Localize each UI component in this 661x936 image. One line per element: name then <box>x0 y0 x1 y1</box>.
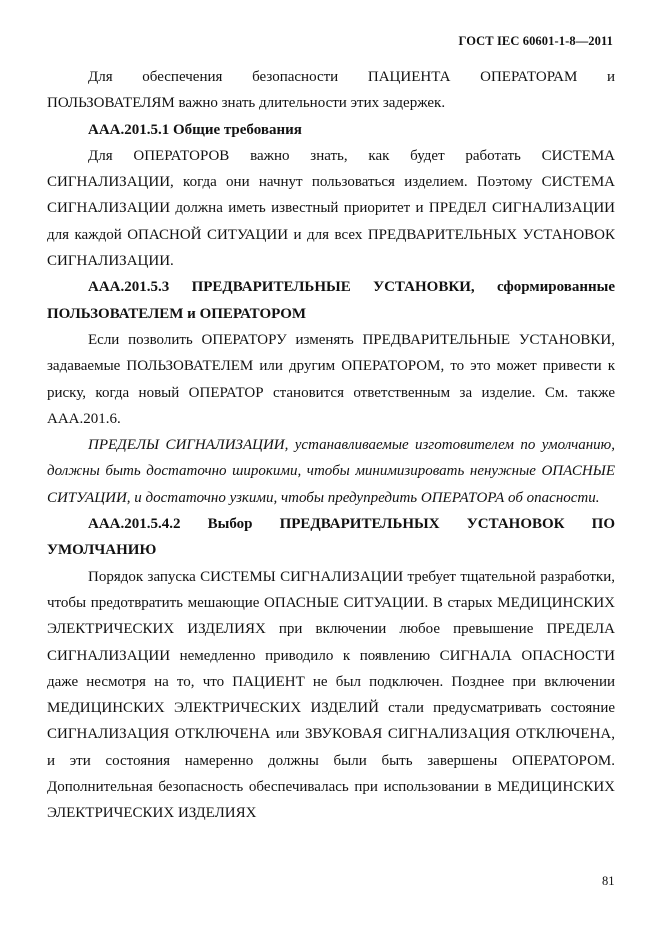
page-number: 81 <box>602 874 615 888</box>
paragraph-startup-order: Порядок запуска СИСТЕМЫ СИГНАЛИЗАЦИИ требует тщательной разработки, чтобы предотвратить мешающие ОПАСНЫЕ СИТУАЦИИ. В старых МЕДИЦИНСКИХ ЭЛЕКТРИЧЕСКИХ ИЗДЕЛИЯХ при включении любое превышение ПРЕДЕЛА СИГНАЛИЗАЦИИ немедленно приводило к появлению СИГНАЛА ОПАСНОСТИ даже несмотря на то, что ПАЦИЕНТ не был подключен. Позднее при включении МЕДИЦИНСКИХ ЭЛЕКТРИЧЕСКИХ ИЗДЕЛИЙ стали предусматривать состояние СИГНАЛИЗАЦИЯ ОТКЛЮЧЕНА или ЗВУКОВАЯ СИГНАЛИЗАЦИЯ ОТКЛЮЧЕНА, и эти состояния намеренно должны были быть завершены ОПЕРАТОРОМ. Дополнительная безопасность обеспечивалась при использовании в МЕДИЦИНСКИХ ЭЛЕКТРИЧЕСКИХ ИЗДЕЛИЯХ <box>47 568 615 822</box>
paragraph-operators: Для ОПЕРАТОРОВ важно знать, как будет работать СИСТЕМА СИГНАЛИЗАЦИИ, когда они начнут пользоваться изделием. Поэтому СИСТЕМА СИГНАЛИЗАЦИИ должна иметь известный приоритет и ПРЕДЕЛ СИГНАЛИЗАЦИИ для каждой ОПАСНОЙ СИТУАЦИИ и для всех ПРЕДВАРИТЕЛЬНЫХ УСТАНОВОК СИГНАЛИЗАЦИИ. <box>47 147 615 270</box>
standard-header: ГОСТ IEC 60601-1-8—2011 <box>458 34 613 48</box>
paragraph-delays: Для обеспечения безопасности ПАЦИЕНТА ОПЕРАТОРАМ и ПОЛЬЗОВАТЕЛЯМ важно знать длительности этих задержек. <box>47 69 615 112</box>
paragraph-alarm-limits: ПРЕДЕЛЫ СИГНАЛИЗАЦИИ, устанавливаемые изготовителем по умолчанию, должны быть достаточно широкими, чтобы минимизировать ненужные ОПАСНЫЕ СИТУАЦИИ, и достаточно узкими, чтобы предупредить ОПЕРАТОРА об опасности. <box>47 437 615 506</box>
heading-general-requirements: ААА.201.5.1 Общие требования <box>88 121 302 138</box>
heading-default-presets: ААА.201.5.4.2 Выбор ПРЕДВАРИТЕЛЬНЫХ УСТАНОВОК ПО УМОЛЧАНИЮ <box>47 516 615 559</box>
paragraph-operator-presets: Если позволить ОПЕРАТОРУ изменять ПРЕДВАРИТЕЛЬНЫЕ УСТАНОВКИ, задаваемые ПОЛЬЗОВАТЕЛЕМ или другим ОПЕРАТОРОМ, то это может привести к риску, когда новый ОПЕРАТОР становится ответственным за изделие. См. также ААА.201.6. <box>47 331 615 427</box>
heading-presets-user-operator: ААА.201.5.3 ПРЕДВАРИТЕЛЬНЫЕ УСТАНОВКИ, сформированные ПОЛЬЗОВАТЕЛЕМ и ОПЕРАТОРОМ <box>47 279 615 322</box>
document-body <box>47 64 615 827</box>
